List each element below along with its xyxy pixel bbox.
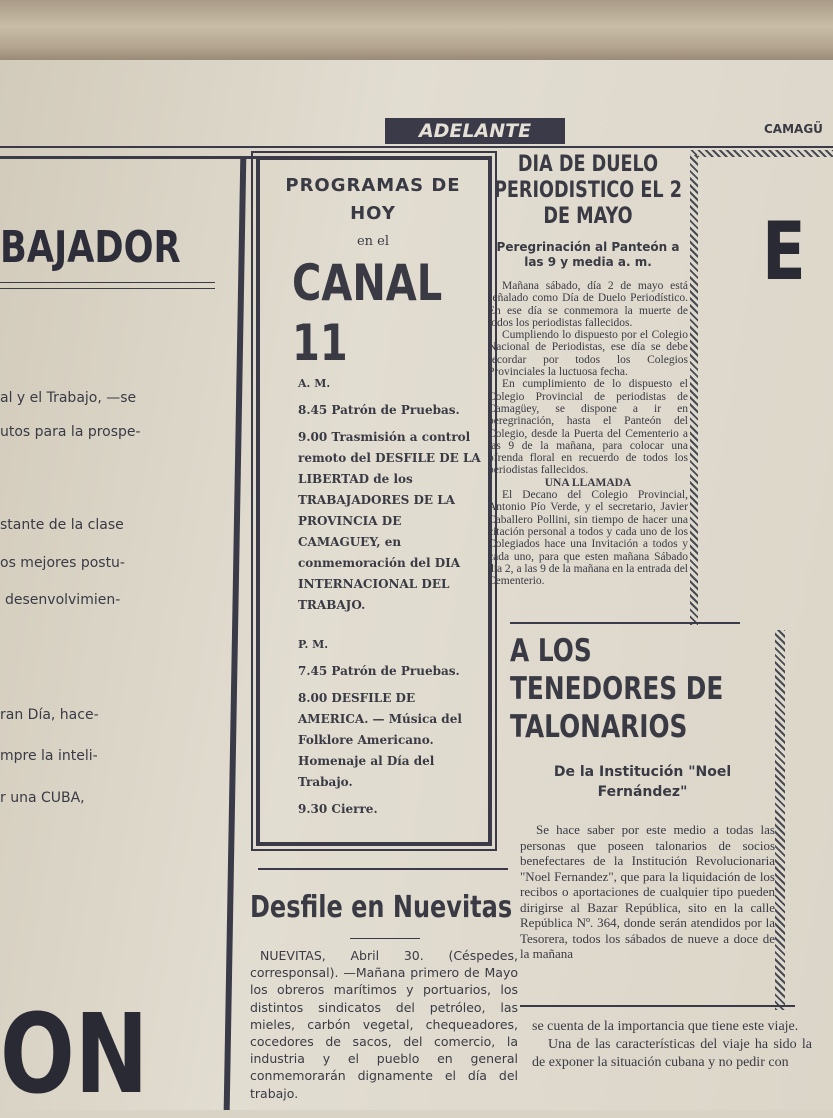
article-headline: Desfile en Nuevitas xyxy=(250,890,513,925)
article-headline: DIA DE DUELO PERIODISTICO EL 2 DE MAYO xyxy=(494,152,682,229)
paragraph: NUEVITAS, Abril 30. (Céspedes, corresponsal). —Mañana primero de Mayo los obreros marítimos y portuarios, los distintos sindicatos del petróleo, las mieles, carbón vegetal, chequeadores, cocedores de sacos, del comercio, la industria y el pueblo en general conmemorarán dignamente el día del trabajo. xyxy=(250,948,518,1101)
masthead-city: CAMAGÜ xyxy=(764,122,823,136)
article-headline: A LOS TENEDORES DE TALONARIOS xyxy=(510,633,724,745)
text-line: mpre la inteli- xyxy=(0,748,98,764)
text-line: ran Día, hace- xyxy=(0,707,99,723)
text-line: desenvolvimien- xyxy=(5,592,121,608)
canal-11-box xyxy=(256,156,492,846)
pm-label: P. M. xyxy=(298,638,329,651)
canal-title: PROGRAMAS DE HOY xyxy=(285,175,461,224)
canal-subtitle: en el xyxy=(356,234,390,249)
duelo-article xyxy=(488,152,688,587)
paragraph: Cumpliendo lo dispuesto por el Colegio Nacional de Periodistas, ese día se debe recordar por todos los Colegios Provinciales la luctuosa fecha. xyxy=(488,329,688,379)
right-edge-headline: E xyxy=(762,205,806,298)
left-big-text: ON xyxy=(0,990,149,1118)
article-subhead: De la Institución "Noel Fernández" xyxy=(553,764,732,800)
paragraph: El Decano del Colegio Provincial, Antonio Pío Verde, y el secretario, Javier Caballero Pollini, sin tiempo de hacer una citación personal a todos y cada uno de los Colegiados hace una Invitación a todos y cada uno, para que esten mañana Sábado día 2, a las 9 de la mañana en la entrada del Cementerio. xyxy=(488,489,688,588)
program-item: 9.30 Cierre. xyxy=(298,802,378,816)
nuevitas-article xyxy=(250,888,518,1102)
text-line: al y el Trabajo, —se xyxy=(0,390,137,406)
text-line: r una CUBA, xyxy=(0,790,85,806)
masthead-logo: ADELANTE xyxy=(385,118,565,144)
paragraph: Una de las características del viaje ha sido la de exponer la situación cubana y no pedir con xyxy=(532,1037,812,1070)
paragraph: En cumplimiento de lo dispuesto el Colegio Provincial de periodistas de Camagüey, se dispone a ir en peregrinación, hasta el Panteón del Colegio, desde la Puerta del Cementerio a las 9 de la mañana, para colocar una ofrenda floral en recuerdo de todos los periodistas fallecidos. xyxy=(488,378,688,477)
text-line: stante de la clase xyxy=(0,517,124,533)
talonarios-article xyxy=(510,632,775,962)
paragraph: se cuenta de la importancia que tiene este viaje. xyxy=(532,1019,799,1034)
paragraph: Se hace saber por este medio a todas las personas que poseen talonarios de socios benefectares de la Institución Revolucionaria "Noel Fernandez", que para la liquidación de los recibos o aportaciones de cualquier tipo pueden dirigirse al Bazar República, sito en la calle República Nº. 364, donde serán atendidos por la Tesorera, todos los sábados de nueve a doce de la mañana xyxy=(520,822,775,961)
program-item: 7.45 Patrón de Pruebas. xyxy=(298,664,460,678)
program-item: 8.45 Patrón de Pruebas. xyxy=(298,403,460,417)
paragraph: Mañana sábado, día 2 de mayo está señalado como Día de Duelo Periodístico. En ese día se conmemora la muerte de todos los periodistas fallecidos. xyxy=(488,280,688,329)
am-label: A. M. xyxy=(298,377,331,390)
wooden-surface xyxy=(0,0,833,66)
text-line: utos para la prospe- xyxy=(0,424,141,440)
program-item: 9.00 Trasmisión a control remoto del DESFILE DE LA LIBERTAD de los TRABAJADORES DE LA PROVINCIA DE CAMAGUEY, en conmemoración del DIA INTERNACIONAL DEL TRABAJO. xyxy=(298,430,481,612)
viaje-article xyxy=(532,1018,812,1072)
section-heading: UNA LLAMADA xyxy=(544,476,632,489)
left-headline: BAJADOR xyxy=(0,222,181,273)
text-line: os mejores postu- xyxy=(0,555,125,571)
canal-channel: CANAL 11 xyxy=(292,254,443,372)
program-item: 8.00 DESFILE DE AMERICA. — Música del Folklore Americano. Homenaje al Día del Trabajo. xyxy=(298,691,462,789)
article-subhead: Peregrinación al Panteón a las 9 y media a. m. xyxy=(496,240,680,269)
